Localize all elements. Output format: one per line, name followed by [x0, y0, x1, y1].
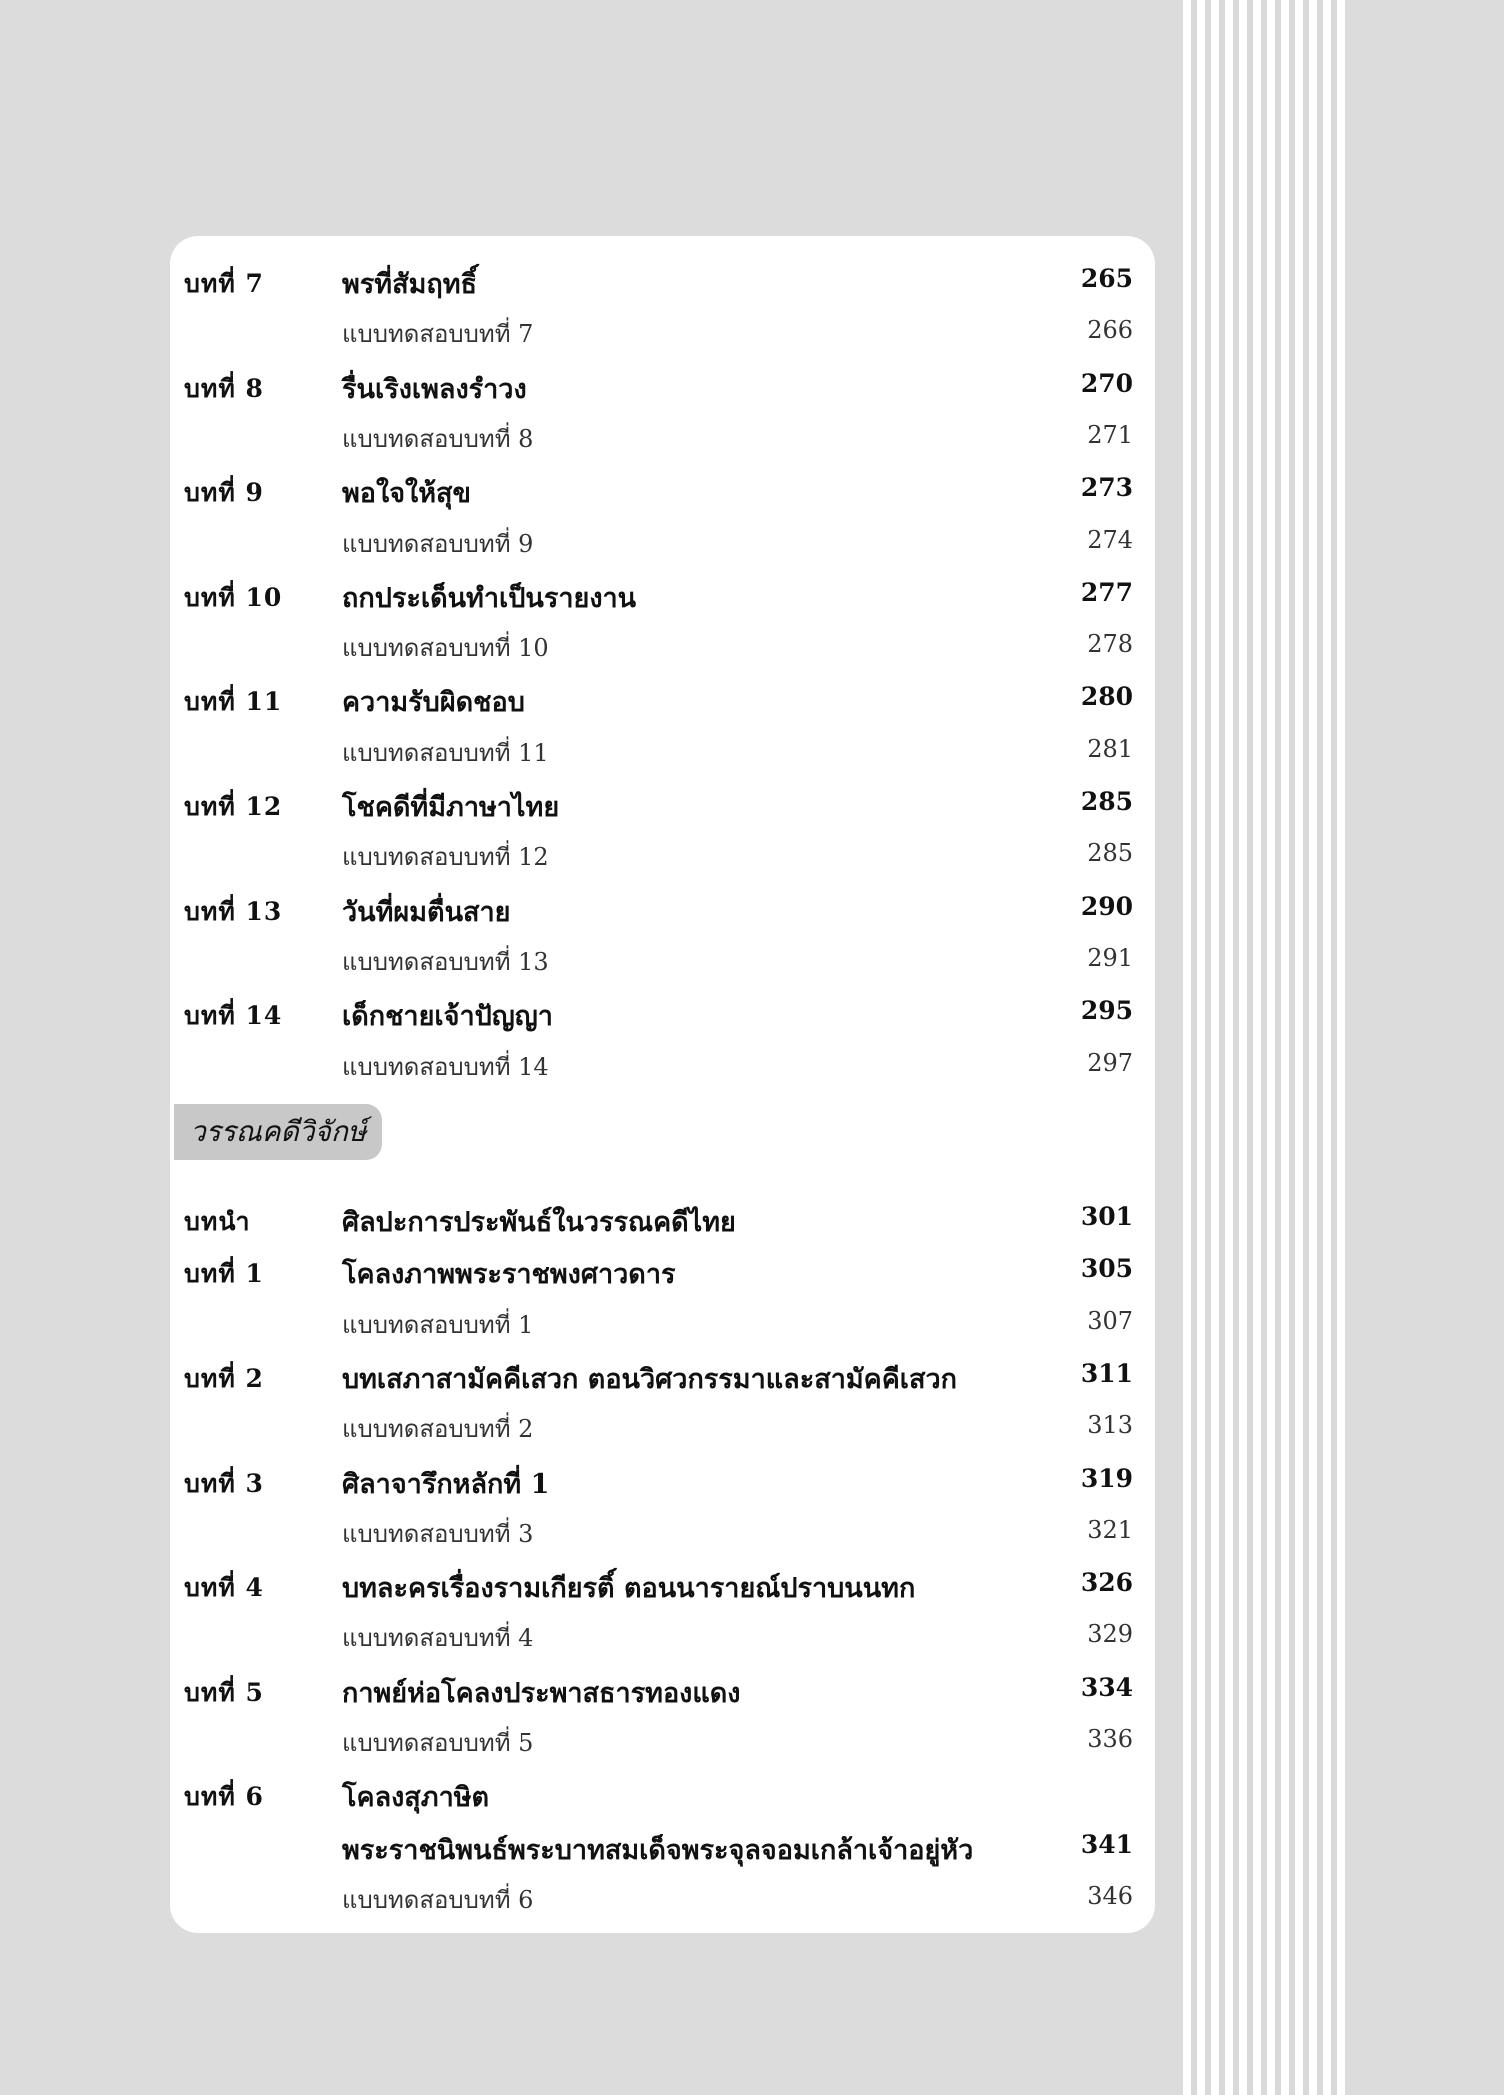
page-number: 313: [1087, 1411, 1133, 1440]
page-number: 301: [1080, 1202, 1133, 1231]
toc-entry-chapter[interactable]: [170, 775, 1155, 827]
toc-entry-chapter[interactable]: [170, 1556, 1155, 1608]
toc-entry-chapter[interactable]: [170, 670, 1155, 722]
page-number: 341: [1080, 1829, 1133, 1859]
entry-title: วันที่ผมตื่นสาย: [342, 896, 511, 928]
chapter-number: บทที่ 9: [184, 478, 264, 508]
page-number: 334: [1080, 1672, 1133, 1702]
toc-entry-quiz[interactable]: [170, 1504, 1155, 1556]
page-number: 281: [1087, 734, 1133, 763]
entry-title: แบบทดสอบบทที่ 10: [342, 634, 549, 663]
entry-title: เด็กชายเจ้าปัญญา: [342, 1001, 553, 1033]
entry-title: ศิลปะการประพันธ์ในวรรณคดีไทย: [342, 1207, 736, 1238]
entry-title: แบบทดสอบบทที่ 5: [342, 1729, 534, 1757]
page-number: 266: [1087, 316, 1133, 345]
toc-entry-chapter[interactable]: [170, 1452, 1155, 1504]
entry-title: แบบทดสอบบทที่ 9: [342, 529, 534, 558]
toc-entry-quiz[interactable]: [170, 1399, 1155, 1451]
toc-entry-quiz[interactable]: [170, 1295, 1155, 1347]
chapter-number: บทที่ 2: [184, 1363, 264, 1393]
entry-title: ศิลาจารึกหลักที่ 1: [342, 1468, 550, 1500]
entry-title: แบบทดสอบบทที่ 4: [342, 1624, 534, 1653]
page-number: 311: [1080, 1358, 1133, 1388]
entry-title: กาพย์ห่อโคลงประพาสธารทองแดง: [342, 1677, 741, 1709]
entry-title: ถกประเด็นทำเป็นรายงาน: [342, 582, 637, 614]
toc-entry-chapter[interactable]: [170, 357, 1155, 409]
toc-entry-quiz[interactable]: [170, 304, 1155, 356]
page-number: 265: [1080, 264, 1133, 293]
chapter-number: บทที่ 12: [184, 792, 283, 821]
chapter-number: บทที่ 13: [184, 896, 283, 926]
page-number: 285: [1087, 839, 1133, 868]
toc-entry-quiz[interactable]: [170, 618, 1155, 670]
toc-entry-quiz[interactable]: [170, 932, 1155, 984]
chapter-number: บทที่ 14: [184, 1001, 283, 1031]
chapter-number: บทที่ 8: [184, 373, 264, 403]
entry-title: โคลงภาพพระราชพงศาวดาร: [342, 1259, 676, 1291]
page-number: 329: [1087, 1620, 1133, 1649]
page-number: 280: [1080, 682, 1133, 712]
entry-title: รื่นเริงเพลงรำวง: [342, 373, 527, 405]
page-number: 326: [1080, 1568, 1133, 1598]
entry-title: แบบทดสอบบทที่ 6: [342, 1885, 534, 1914]
chapter-number: บทที่ 1: [184, 1259, 264, 1289]
page-number: 273: [1080, 473, 1133, 503]
toc-entry-quiz[interactable]: [170, 1037, 1155, 1089]
page-number: 285: [1080, 787, 1133, 816]
toc-entry-chapter[interactable]: [170, 1347, 1155, 1399]
page-number: 319: [1080, 1463, 1133, 1493]
toc-entry-chapter[interactable]: [170, 1818, 1155, 1870]
entry-title: แบบทดสอบบทที่ 1: [342, 1310, 534, 1339]
toc-entry-quiz[interactable]: [170, 1713, 1155, 1765]
toc-entry-quiz[interactable]: [170, 514, 1155, 566]
page-number: 307: [1087, 1306, 1133, 1335]
chapter-number: บทที่ 10: [184, 582, 283, 612]
page-number: 270: [1080, 368, 1133, 398]
chapter-number: บทที่ 11: [184, 687, 283, 717]
entry-title: แบบทดสอบบทที่ 8: [342, 424, 534, 453]
entry-title: พรที่สัมฤทธิ์: [342, 269, 477, 300]
toc-entry-quiz[interactable]: [170, 409, 1155, 461]
entry-title: บทละครเรื่องรามเกียรติ์ ตอนนารายณ์ปราบนนทก: [342, 1573, 916, 1605]
toc-card: [170, 236, 1155, 1933]
page-number: 336: [1087, 1725, 1133, 1753]
page-number: 321: [1087, 1515, 1133, 1544]
toc-entry-chapter[interactable]: [170, 1190, 1155, 1242]
entry-title: แบบทดสอบบทที่ 13: [342, 947, 549, 976]
section-heading: วรรณคดีวิจักษ์: [174, 1104, 382, 1160]
entry-title: พระราชนิพนธ์พระบาทสมเด็จพระจุลจอมเกล้าเจ้าอยู่หัว: [342, 1834, 974, 1866]
entry-title: แบบทดสอบบทที่ 7: [342, 320, 534, 349]
page-number: 274: [1087, 525, 1133, 554]
entry-title: แบบทดสอบบทที่ 14: [342, 1052, 549, 1081]
page-number: 277: [1080, 577, 1133, 607]
chapter-number: บทที่ 4: [184, 1573, 264, 1603]
page-number: 290: [1080, 891, 1133, 921]
page-number: 305: [1080, 1254, 1133, 1284]
toc-entry-chapter[interactable]: [170, 1765, 1155, 1817]
page-number: 297: [1087, 1048, 1133, 1077]
page-number: 271: [1087, 420, 1133, 449]
chapter-number: บทที่ 6: [184, 1782, 264, 1812]
entry-title: แบบทดสอบบทที่ 3: [342, 1519, 534, 1548]
decorative-stripes: [1183, 0, 1345, 2095]
toc-entry-chapter[interactable]: [170, 984, 1155, 1036]
toc-entry-chapter[interactable]: [170, 566, 1155, 618]
chapter-number: บทที่ 3: [184, 1468, 264, 1498]
entry-title: บทเสภาสามัคคีเสวก ตอนวิศวกรรมาและสามัคคีเสวก: [342, 1363, 957, 1395]
chapter-number: บทที่ 5: [184, 1677, 264, 1707]
toc-entry-quiz[interactable]: [170, 723, 1155, 775]
entry-title: แบบทดสอบบทที่ 2: [342, 1415, 534, 1444]
page-number: 291: [1087, 943, 1133, 972]
chapter-number: บทที่ 7: [184, 269, 264, 298]
toc-entry-chapter[interactable]: [170, 252, 1155, 304]
page-number: 295: [1080, 996, 1133, 1026]
page-number: 346: [1087, 1881, 1133, 1910]
entry-title: แบบทดสอบบทที่ 12: [342, 843, 549, 872]
toc-entry-chapter[interactable]: [170, 1242, 1155, 1294]
toc-entry-quiz[interactable]: [170, 827, 1155, 879]
toc-entry-chapter[interactable]: [170, 1661, 1155, 1713]
entry-title: พอใจให้สุข: [342, 478, 471, 510]
entry-title: ความรับผิดชอบ: [342, 687, 525, 719]
toc-entry-chapter[interactable]: [170, 461, 1155, 513]
entry-title: แบบทดสอบบทที่ 11: [342, 738, 549, 767]
page-number: 278: [1087, 630, 1133, 659]
entry-title: โชคดีที่มีภาษาไทย: [342, 792, 560, 823]
entry-title: โคลงสุภาษิต: [342, 1782, 490, 1814]
chapter-number: บทนำ: [184, 1207, 251, 1236]
toc-entry-quiz[interactable]: [170, 1608, 1155, 1660]
toc-entry-quiz[interactable]: [170, 1870, 1155, 1922]
toc-entry-chapter[interactable]: [170, 880, 1155, 932]
page-edge: [1345, 0, 1504, 2095]
